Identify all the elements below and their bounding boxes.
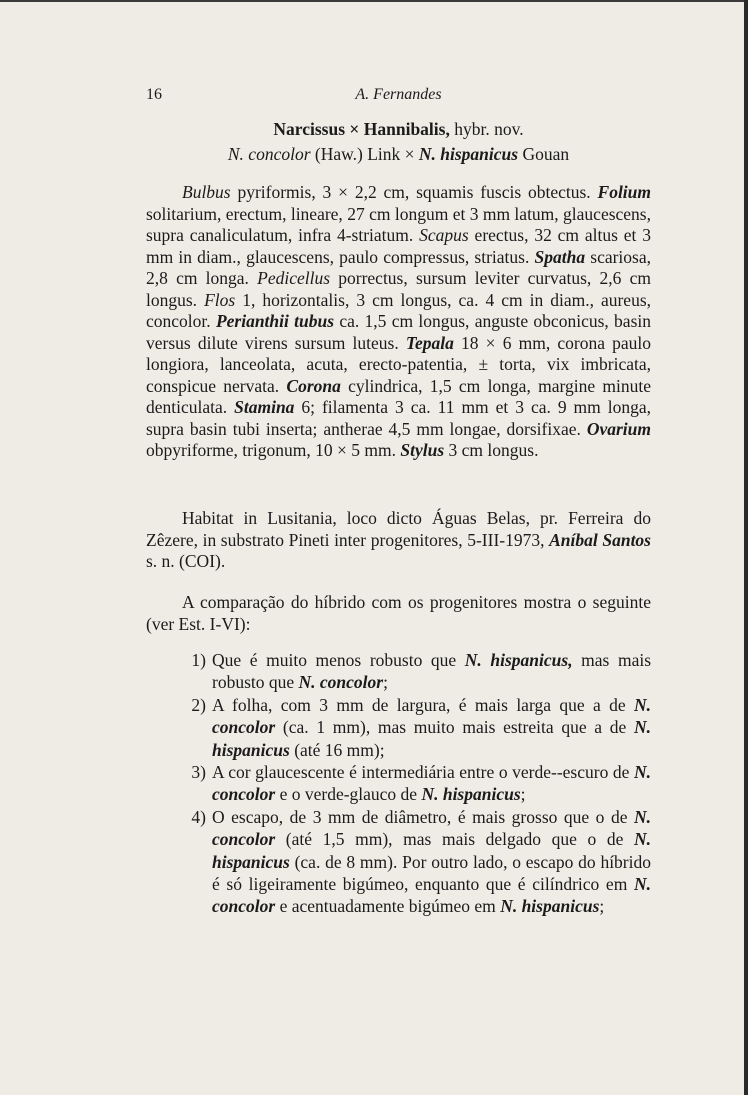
page-number: 16: [146, 86, 162, 103]
list-text: Que é muito menos robusto que N. hispanicus, mas mais robusto que N. concolor;: [212, 650, 652, 693]
taxon-title: [146, 119, 651, 140]
taxon-status: hybr. nov.: [454, 119, 524, 139]
text-perianthii: ca. 1,5 cm longus, anguste obconicus, basin versus dilute virens sursum luteus.: [146, 311, 651, 353]
list-text: A cor glaucescente é intermediária entre o verde--escuro de N. concolor e o verde-glauco de N. hispanicus;: [212, 762, 651, 805]
text-tepala: 18 × 6 mm, corona paulo longiora, lanceolata, acuta, erecto-patentia, ± torta, vix imbricata, conspicue nervata.: [146, 332, 652, 396]
taxon-name: Narcissus × Hannibalis,: [273, 119, 450, 139]
term-spatha: Spatha: [534, 246, 586, 267]
list-number: 3): [191, 762, 206, 783]
term-stylus: Stylus: [400, 440, 445, 460]
list-text: O escapo, de 3 mm de diâmetro, é mais grosso que o de N. concolor (até 1,5 mm), mas mais delgado que o de N. hispanicus (ca. de 8 mm). Por outro lado, o escapo do híbrido é só ligeiramente bigúmeo, enquanto que é cilíndrico em N. concolor e acentuadamente bigúmeo em N. hispanicus;: [212, 806, 651, 917]
list-number: 1): [191, 650, 206, 670]
list-number: 4): [191, 806, 206, 827]
term-scapus: Scapus: [419, 225, 469, 245]
term-folium: Folium: [597, 182, 652, 202]
text-stylus: 3 cm longus.: [444, 440, 539, 460]
collector-name: Aníbal Santos: [549, 529, 651, 550]
habitat-text: Habitat in Lusitania, loco dicto Águas Belas, pr. Ferreira do Zêzere, in substrato Pineti inter progenitores, 5-III-1973,: [146, 508, 651, 550]
text-stamina: 6; filamenta 3 ca. 11 mm et 3 ca. 9 mm longa, supra basin tubi inserta; antherae 4,5 mm longae, dorsifixae.: [146, 397, 651, 439]
list-text: A folha, com 3 mm de largura, é mais larga que a de N. concolor (ca. 1 mm), mas muito mais estreita que a de N. hispanicus (até 16 mm);: [212, 694, 651, 760]
term-tepala: Tepala: [405, 332, 454, 353]
text-folium: solitarium, erectum, lineare, 27 cm longum et 3 mm latum, glaucescens, supra canaliculatum, infra 4-striatum.: [146, 203, 651, 245]
text-ovarium: obpyriforme, trigonum, 10 × 5 mm.: [146, 440, 396, 460]
running-title: A. Fernandes: [355, 86, 442, 103]
term-pedicellus: Pedicellus: [257, 268, 331, 288]
text-corona: cylindrica, 1,5 cm longa, margine minute denticulata.: [146, 375, 652, 417]
term-flos: Flos: [204, 289, 236, 310]
habitat-tail: s. n. (COI).: [146, 551, 226, 571]
text-flos: 1, horizontalis, 3 cm longus, ca. 4 cm in diam., aureus, concolor.: [146, 289, 651, 331]
text-scapus: erectus, 32 cm altus et 3 mm in diam., glaucescens, paulo compressus, striatus.: [146, 225, 651, 267]
page-header: [146, 86, 651, 108]
text-spatha: scariosa, 2,8 cm longa.: [146, 246, 651, 288]
list-number: 2): [191, 694, 206, 715]
term-bulbus: Bulbus: [182, 182, 231, 202]
term-stamina: Stamina: [234, 397, 295, 417]
comparison-intro: [146, 592, 651, 635]
text-pedicellus: porrectus, sursum leviter curvatus, 2,6 cm longus.: [146, 268, 651, 310]
list-item: [146, 649, 651, 694]
latin-description: [146, 182, 651, 462]
list-item: [146, 761, 651, 806]
habitat-paragraph: [146, 508, 651, 573]
term-corona: Corona: [286, 375, 341, 396]
page-top-edge: [0, 0, 748, 2]
parent-1: N. concolor: [227, 144, 311, 164]
term-perianthii: Perianthii tubus: [215, 311, 335, 331]
page-right-edge: [744, 0, 748, 1095]
parent-2: N. hispanicus: [418, 144, 519, 164]
comparison-list: [146, 649, 651, 918]
comparison-intro-text: A comparação do híbrido com os progenitores mostra o seguinte (ver Est. I-VI):: [146, 592, 651, 634]
parentage-line: [146, 144, 651, 165]
term-ovarium: Ovarium: [586, 418, 652, 439]
list-item: [146, 694, 651, 761]
parent-2-author: Gouan: [522, 144, 570, 164]
text-bulbus: pyriformis, 3 × 2,2 cm, squamis fuscis obtectus.: [230, 182, 591, 202]
list-item: [146, 806, 651, 918]
parent-author: (Haw.) Link ×: [314, 144, 415, 164]
